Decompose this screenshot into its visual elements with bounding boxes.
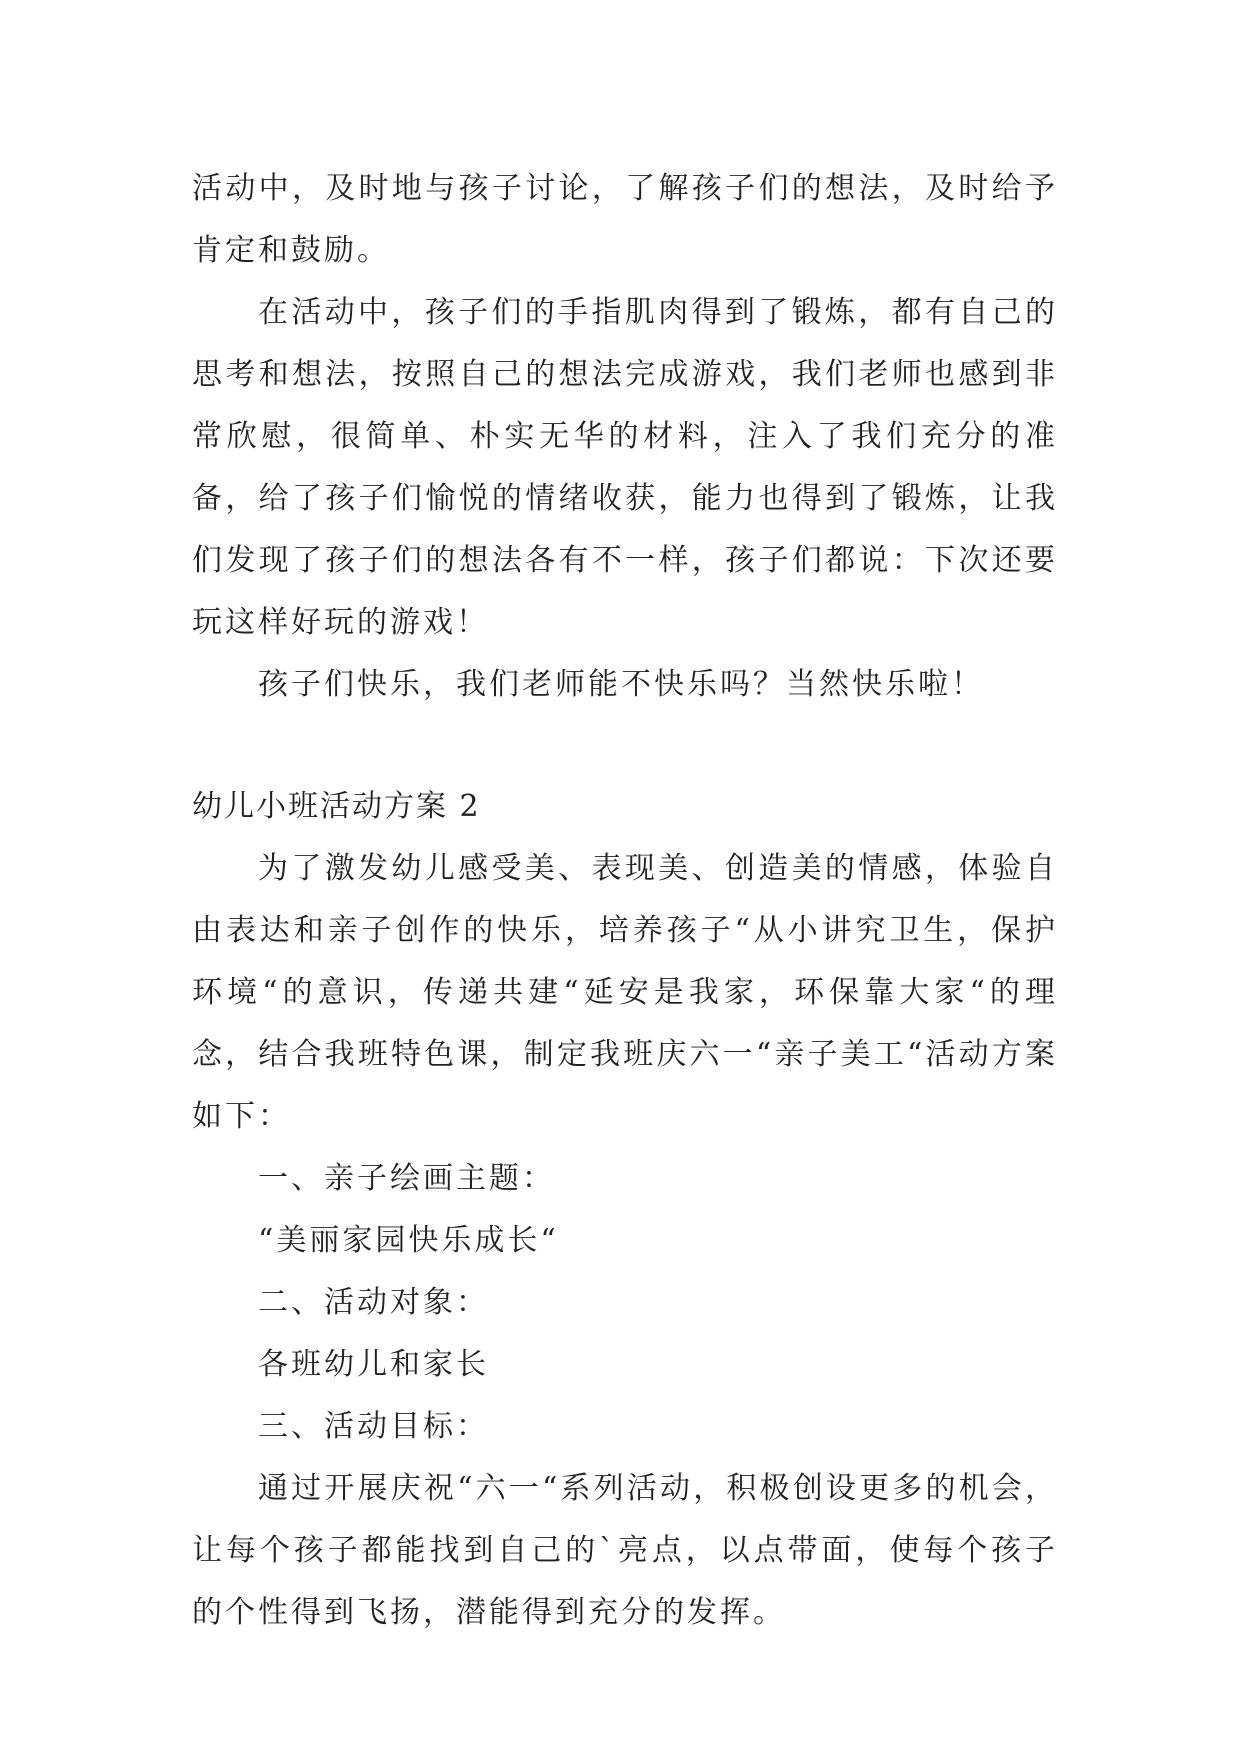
- paragraph-purpose: 为了激发幼儿感受美、表现美、创造美的情感，体验自由表达和亲子创作的快乐，培养孩子“从小讲究卫生，保护环境“的意识，传递共建“延安是我家，环保靠大家“的理念，结合我班特色课，制定我班庆六一“亲子美工“活动方案如下：: [192, 851, 1058, 1134]
- section-title: 幼儿小班活动方案 2: [192, 789, 481, 824]
- item-heading-goals: 三、活动目标：: [258, 1409, 489, 1444]
- item-heading-theme: 一、亲子绘画主题：: [258, 1161, 555, 1196]
- item-theme-value: “美丽家园快乐成长“: [258, 1223, 559, 1258]
- paragraph-continuation: 活动中，及时地与孩子讨论，了解孩子们的想法，及时给予肯定和鼓励。: [192, 171, 1058, 268]
- paragraph-activity-reflection: 在活动中，孩子们的手指肌肉得到了锻炼，都有自己的思考和想法，按照自己的想法完成游戏，我们老师也感到非常欣慰，很简单、朴实无华的材料，注入了我们充分的准备，给了孩子们愉悦的情绪收获，能力也得到了锻炼，让我们发现了孩子们的想法各有不一样，孩子们都说：下次还要玩这样好玩的游戏！: [192, 295, 1058, 640]
- item-audience-value: 各班幼儿和家长: [258, 1347, 489, 1382]
- paragraph-happy-teachers: 孩子们快乐，我们老师能不快乐吗？当然快乐啦！: [258, 667, 984, 702]
- paragraph-goals: 通过开展庆祝“六一“系列活动，积极创设更多的机会，让每个孩子都能找到自己的`亮点，以点带面，使每个孩子的个性得到飞扬，潜能得到充分的发挥。: [192, 1471, 1058, 1630]
- item-heading-audience: 二、活动对象：: [258, 1285, 489, 1320]
- document-body: [192, 158, 1058, 1644]
